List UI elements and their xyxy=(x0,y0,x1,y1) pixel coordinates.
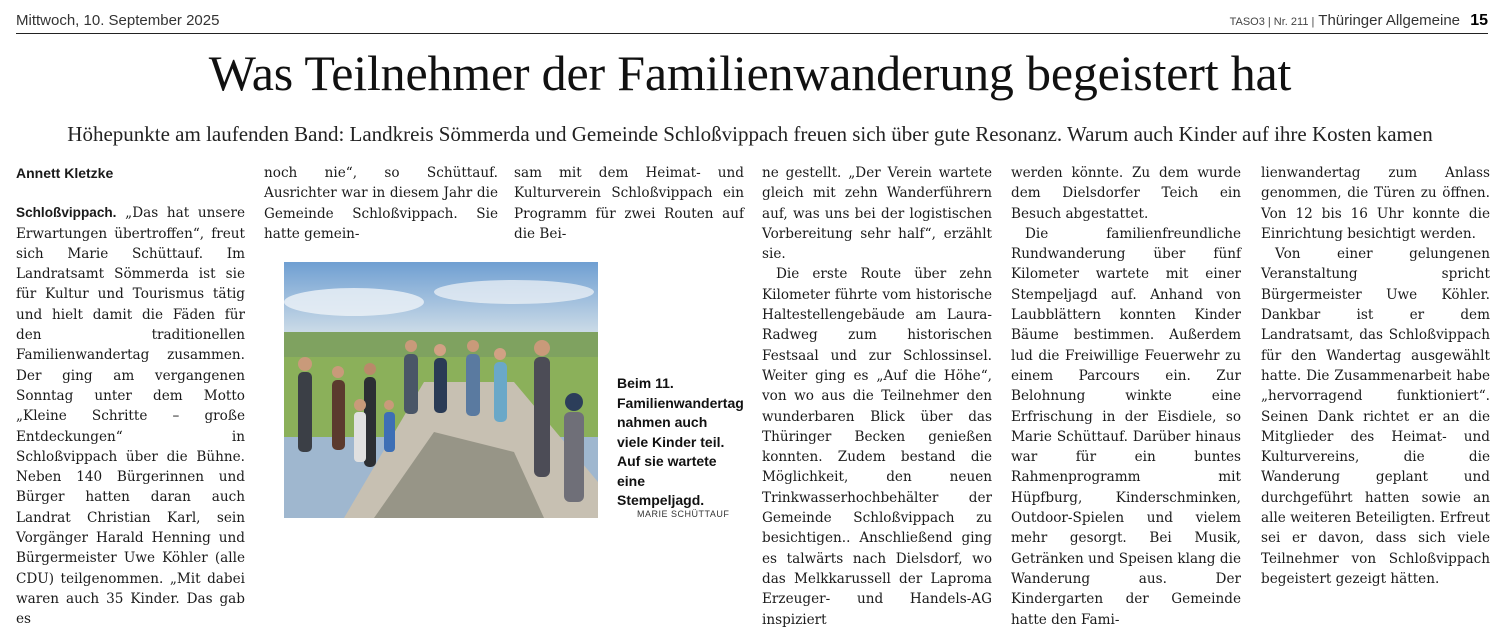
photo-caption: Beim 11. Familienwandertag nahmen auch viele Kinder teil. Auf sie wartete eine Stempeljagd. xyxy=(617,375,744,508)
page-header xyxy=(16,10,1488,32)
subheadline: Höhepunkte am laufenden Band: Landkreis Sömmerda und Gemeinde Schloßvippach freuen sich über gute Resonanz. Warum auch Kinder auf ihre Kosten kamen xyxy=(67,122,1433,146)
photo-illustration xyxy=(284,262,598,518)
column-3 xyxy=(514,163,744,242)
column-1 xyxy=(16,163,245,628)
paragraph: sam mit dem Heimat- und Kulturverein Schloßvippach ein Programm für zwei Routen auf die Bei- xyxy=(514,165,744,242)
paragraph: noch nie“, so Schüttauf. Ausrichter war in diesem Jahr die Gemeinde Schloßvippach. Sie hatte gemein- xyxy=(264,165,498,242)
dateline: Schloßvippach. xyxy=(16,205,117,221)
column-5 xyxy=(1011,163,1241,628)
paragraph: werden könnte. Zu dem wurde dem Dielsdorfer Teich ein Besuch abgestattet. xyxy=(1011,165,1241,222)
issue-date: Mittwoch, 10. September 2025 xyxy=(16,12,220,29)
photo-credit: MARIE SCHÜTTAUF xyxy=(637,509,730,519)
masthead xyxy=(1230,12,1488,30)
paragraph: Die erste Route über zehn Kilometer führte vom historische Haltestellengebäude am Laura-Radweg zum historischen Festsaal und zur Schlossinsel. Weiter ging es „Auf die Höhe“, von wo aus die Teilnehmer den wunderbaren Blick über das Thüringer Becken genießen konnten. Zudem bestand die Möglichkeit, den neuen Trinkwasserhochbehälter der Gemeinde Schloßvippach zu besichtigen.. Anschließend ging es talwärts nach Dielsdorf, wo das Melkkarussell der Laproma Erzeuger- und Handels-AG inspiziert xyxy=(762,266,992,628)
page-number: 15 xyxy=(1470,12,1488,29)
paragraph: Von einer gelungenen Veranstaltung spricht Bürgermeister Uwe Köhler. Dankbar ist er dem Landratsamt, das Schloßvippach für den Wandertag ausgewählt hatte. Die Zusammenarbeit habe „hervorragend funktioniert“. Seinen Dank richtet er an die Mitglieder des Heimat- und Kulturvereins, die die Wanderung geplant und durchgeführt hatten sowie an alle weiteren Beteiligten. Erfreut sei er davon, dass sich viele Teilnehmer von Schloßvippach begeistert gezeigt hätten. xyxy=(1261,246,1490,587)
paragraph: ne gestellt. „Der Verein wartete gleich mit zehn Wanderführern auf, was uns bei der logistischen Vorbereitung sehr half“, erzählt sie. xyxy=(762,165,992,263)
column-4 xyxy=(762,163,992,628)
paper-name: Thüringer Allgemeine xyxy=(1318,12,1461,29)
edition-meta: TASO3 | Nr. 211 | xyxy=(1229,16,1315,28)
paragraph xyxy=(16,203,245,629)
paragraph: lienwandertag zum Anlass genommen, die Türen zu öffnen. Von 12 bis 16 Uhr konnte die Einrichtung besichtigt werden. xyxy=(1261,165,1490,242)
paragraph-text: „Das hat unsere Erwartungen übertroffen“, freut sich Marie Schüttauf. Im Landratsamt Sömmerda ist sie für Kultur und Tourismus tätig und hielt damit die Fäden für den traditionellen Familienwandertag zusammen. Der ging am vergangenen Sonntag unter dem Motto „Kleine Schritte – große Entdeckungen“ in Schloßvippach über die Bühne. Neben 140 Bürgerinnen und Bürger hatten daran auch Landrat Christian Karl, sein Vorgänger Harald Henning und Bürgermeister Uwe Köhler (alle CDU) teilgenommen. „Mit dabei waren auch 35 Kinder. Das gab es xyxy=(16,205,245,628)
header-divider xyxy=(16,33,1488,34)
column-2 xyxy=(264,163,498,242)
column-6 xyxy=(1261,163,1490,587)
paragraph: Die familienfreundliche Rundwanderung über fünf Kilometer wartete mit einer Stempeljagd auf. Anhand von Laubblättern konnten Kinder Bäume bestimmen. Außerdem lud die Freiwillige Feuerwehr zu einem Parcours ein. Zur Belohnung winkte eine Erfrischung in der Eisdiele, so Marie Schüttauf. Darüber hinaus war für ein buntes Rahmenprogramm mit Hüpfburg, Kinderschminken, Outdoor-Spielen und vielem mehr gesorgt. Bei Musik, Getränken und Speisen klang die Wanderung aus. Der Kindergarten der Gemeinde hatte den Fami- xyxy=(1011,225,1241,628)
article-photo xyxy=(284,262,598,518)
headline: Was Teilnehmer der Familienwanderung begeistert hat xyxy=(208,45,1292,101)
author: Annett Kletzke xyxy=(16,165,114,181)
